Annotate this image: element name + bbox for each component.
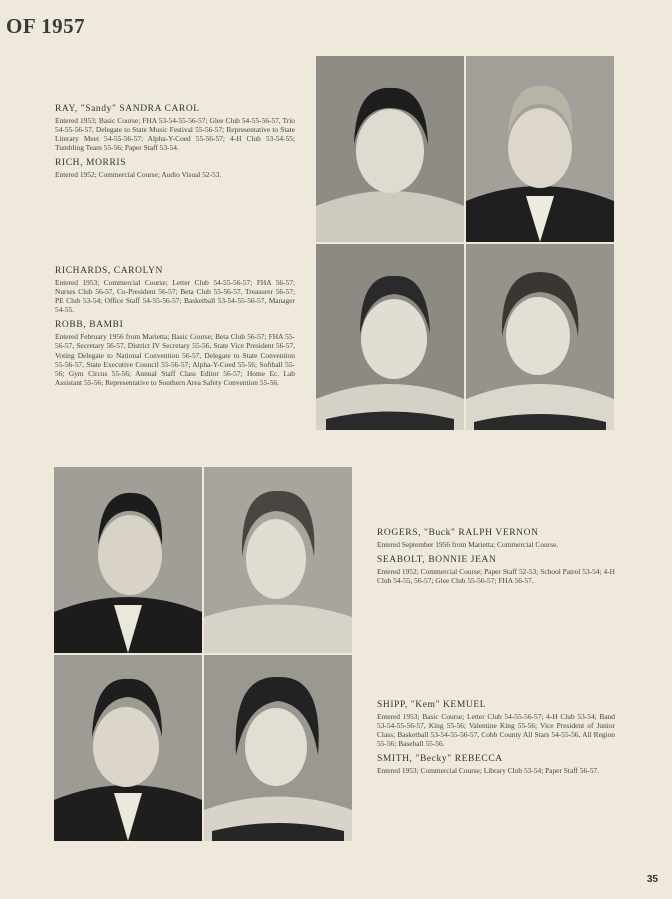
student-name: ROGERS, "Buck" RALPH VERNON <box>377 528 539 538</box>
student-portrait-photo <box>466 244 614 430</box>
student-portrait-photo <box>466 56 614 242</box>
portrait-girl-icon <box>204 467 352 653</box>
portrait-boy-icon <box>54 655 202 841</box>
student-name: RAY, "Sandy" SANDRA CAROL <box>55 104 200 114</box>
portrait-girl-icon <box>466 244 614 430</box>
student-name: SMITH, "Becky" REBECCA <box>377 754 503 765</box>
student-portrait-photo <box>204 655 352 841</box>
student-portrait-photo <box>54 467 202 653</box>
student-name: ROBB, BAMBI <box>55 320 124 331</box>
portrait-girl-icon <box>316 56 464 242</box>
student-name: RICH, MORRIS <box>55 158 127 169</box>
student-activities: Entered 1953; Commercial Course; Library Club 53-54; Paper Staff 56-57. <box>377 766 599 776</box>
student-portrait-photo <box>204 467 352 653</box>
student-portrait-photo <box>54 655 202 841</box>
portrait-girl-icon <box>204 655 352 841</box>
portrait-girl-icon <box>316 244 464 430</box>
student-name: RICHARDS, CAROLYN <box>55 266 163 276</box>
student-activities: Entered September 1956 from Marietta; Commercial Course. <box>377 540 559 549</box>
page-title: OF 1957 <box>6 14 86 38</box>
entry-group-right-lower <box>377 700 615 781</box>
portrait-boy-icon <box>466 56 614 242</box>
student-activities: Entered February 1956 from Marietta; Basic Course; Beta Club 56-57; FHA 55-56-57, Secretary 56-57, District IV Secretary 55-56, State Vice President 56-57, Voting Delegate to National Convention 56-57, Delegate to State Convention 55-56-57, State Executive Council 55-56-57; Alpha-Y-Coed 55-56; Softball 55-56; Gym Circus 55-56; Annual Staff Class Editor 56-57; Home Ec. Lab Assistant 55-56; Representative to Southern Area Safety Convention 55-56. <box>55 332 295 387</box>
student-activities: Entered 1953; Basic Course; FHA 53-54-55-56-57; Glee Club 54-55-56-57, Trio 54-55-56-57, Delegate to State Music Festival 55-56-57; Representative to State Literary Meet 54-55-56-57; Alpha-Y-Coed 55-56-57; 4-H Club 53-54-55; Tumbling Team 55-56; Paper Staff 53-54. <box>55 116 295 153</box>
student-portrait-photo <box>316 56 464 242</box>
portrait-boy-icon <box>54 467 202 653</box>
student-activities: Entered 1953; Commercial Course; Letter Club 54-55-56-57; FHA 56-57; Nurses Club 56-57, Co-President 56-57; Beta Club 55-56-57, Treasurer 56-57; PE Club 53-54; Office Staff 54-55-56-57; Basketball 53-54-55-56-57, Manager 54-55. <box>55 278 295 315</box>
page-number: 35 <box>646 874 658 885</box>
student-name: SEABOLT, BONNIE JEAN <box>377 555 497 566</box>
student-name: SHIPP, "Kem" KEMUEL <box>377 700 487 710</box>
entry-group-middle <box>55 266 295 393</box>
student-activities: Entered 1952; Commercial Course; Paper Staff 52-53; School Patrol 53-54; 4-H Club 54-55, 56-57; Glee Club 55-56-57; FHA 56-57. <box>377 567 615 586</box>
student-activities: Entered 1952; Commercial Course; Audio Visual 52-53. <box>55 170 222 180</box>
entry-group-right-upper <box>377 528 615 591</box>
student-portrait-photo <box>316 244 464 430</box>
entry-group-top <box>55 104 295 185</box>
student-activities: Entered 1953; Basic Course; Letter Club 54-55-56-57; 4-H Club 53-54; Band 53-54-55-56-57, King 55-56; Valentine King 55-56; Vice President of Junior Class; Basketball 53-54-55-56-57, Cobb County All Stars 54-55-56, All Region 55-56; Baseball 55-56. <box>377 712 615 749</box>
